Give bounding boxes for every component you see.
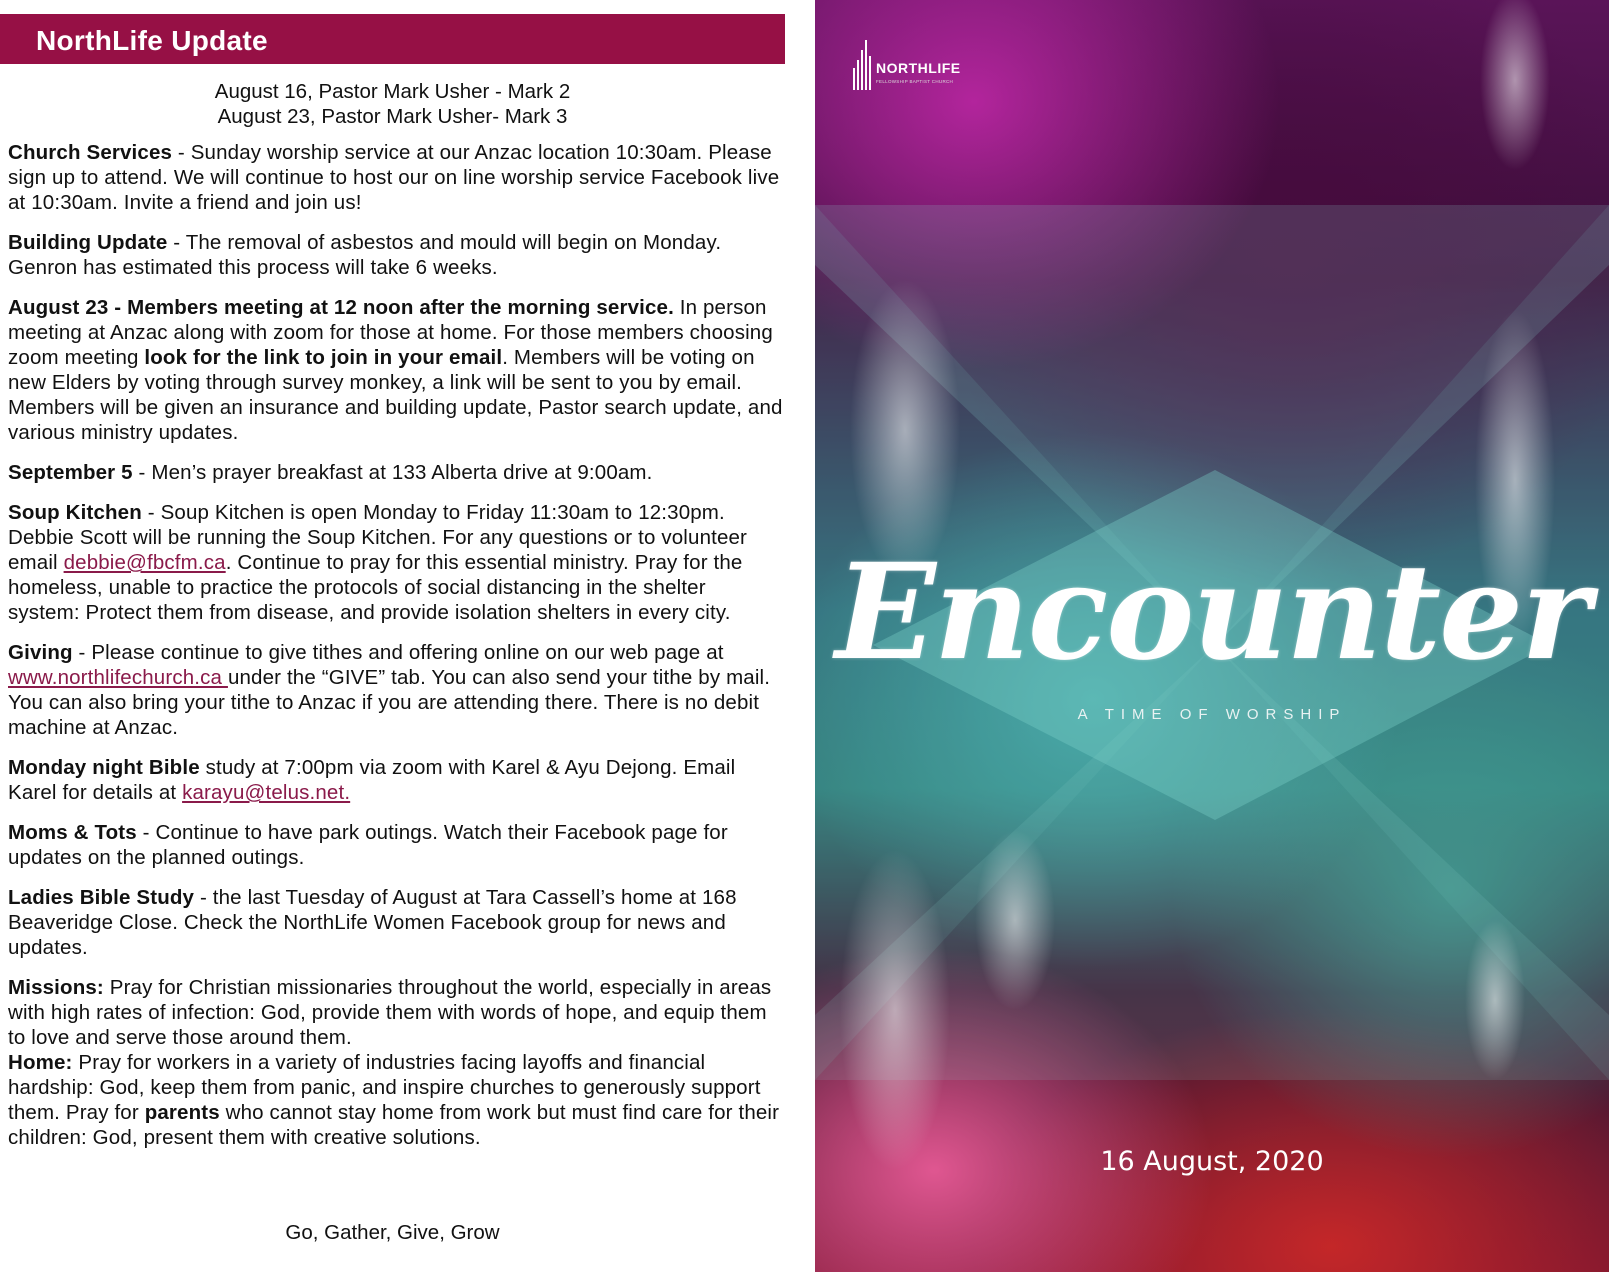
bible-study-email-link[interactable]: karayu@telus.net. — [182, 781, 351, 804]
announcement-heading: Church Services — [8, 141, 173, 164]
announcement-home — [8, 1050, 783, 1150]
header-bar — [0, 14, 785, 64]
announcement-text: - Soup Kitchen is open Monday to Friday 11:30am to 12:30pm. Debbie Scott will be running the Soup Kitchen. For any questions or to volunteer email — [8, 501, 748, 574]
announcement-emphasis: look for the link to join in your email — [144, 346, 503, 369]
announcement-heading: September 5 — [8, 461, 133, 484]
announcement-heading: Building Update — [8, 231, 168, 254]
announcement-text: - The removal of asbestos and mould will begin on Monday. Genron has estimated this process will take 6 weeks. — [8, 231, 722, 279]
announcement-heading: Monday night Bible — [8, 756, 200, 779]
announcement-heading: Giving — [8, 641, 73, 664]
cover-tagline: A TIME OF WORSHIP — [1077, 706, 1347, 723]
announcement-text: who cannot stay home from work but must find care for their children: God, present them with creative solutions. — [8, 1101, 780, 1149]
announcements — [8, 140, 783, 1165]
announcement-heading: Ladies Bible Study — [8, 886, 195, 909]
announcement-soup-kitchen — [8, 500, 783, 625]
announcement-emphasis: parents — [144, 1101, 220, 1124]
announcement-date: August 23 - — [8, 296, 128, 319]
logo-subtitle: FELLOWSHIP BAPTIST CHURCH — [876, 79, 954, 84]
announcement-church-services — [8, 140, 783, 215]
announcement-text: study at 7:00pm via zoom with Karel & Ayu Dejong. Email Karel for details at — [8, 756, 736, 804]
announcement-heading: Missions: — [8, 976, 104, 999]
logo-name: NORTHLIFE — [876, 60, 961, 76]
sermon-schedule — [0, 79, 785, 129]
announcement-heading: Soup Kitchen — [8, 501, 142, 524]
announcement-text: Pray for Christian missionaries throughout the world, especially in areas with high rates of infection: God, provide them with words of hope, and equip them to love and serve those around them. — [8, 976, 772, 1049]
announcement-heading: Home: — [8, 1051, 73, 1074]
announcement-giving — [8, 640, 783, 740]
announcement-text: In person meeting at Anzac along with zoom for those at home. For those members choosing zoom meeting — [8, 296, 773, 369]
announcement-members-meeting — [8, 295, 783, 445]
announcement-building-update — [8, 230, 783, 280]
announcement-bible-study — [8, 755, 783, 805]
announcement-prayer-breakfast — [8, 460, 783, 485]
logo-bars-icon — [853, 38, 871, 93]
announcement-ladies-bible-study — [8, 885, 783, 960]
announcement-missions — [8, 975, 783, 1050]
soup-kitchen-email-link[interactable]: debbie@fbcfm.ca — [63, 551, 226, 574]
announcement-moms-tots — [8, 820, 783, 870]
schedule-line: August 16, Pastor Mark Usher - Mark 2 — [214, 80, 571, 103]
announcement-heading: Moms & Tots — [8, 821, 137, 844]
announcement-heading: Members meeting at 12 noon after the morning service. — [127, 296, 674, 319]
announcement-text: - Men’s prayer breakfast at 133 Alberta drive at 9:00am. — [132, 461, 653, 484]
announcement-text: . Continue to pray for this essential ministry. Pray for the homeless, unable to practice the protocols of social distancing in the shelter system: Protect them from disease, and provide isolation shelters in every city. — [8, 551, 743, 624]
cover-date: 16 August, 2020 — [1100, 1146, 1324, 1177]
announcement-text: - Sunday worship service at our Anzac location 10:30am. Please sign up to attend. We will continue to host our on line worship service Facebook live at 10:30am. Invite a friend and join us! — [8, 141, 780, 214]
announcement-text: Pray for workers in a variety of industries facing layoffs and financial hardship: God, keep them from panic, and inspire churches to generously support them. Pray for — [8, 1051, 761, 1124]
cover-page — [815, 0, 1609, 1272]
announcement-text: - Please continue to give tithes and offering online on our web page at — [72, 641, 724, 664]
announcement-text: under the “GIVE” tab. You can also send your tithe by mail. You can also bring your tithe to Anzac if you are attending there. There is no debit machine at Anzac. — [8, 666, 771, 739]
announcement-text: . Members will be voting on new Elders by voting through survey monkey, a link will be sent to you by email. Members will be given an insurance and building update, Pastor search update, and various ministry updates. — [8, 346, 783, 444]
cover-title: Encounter — [835, 535, 1589, 690]
website-link[interactable]: www.northlifechurch.ca — [8, 666, 228, 689]
schedule-line: August 23, Pastor Mark Usher- Mark 3 — [217, 105, 568, 128]
bulletin-page — [0, 0, 785, 1272]
church-logo — [853, 38, 983, 93]
page-title: NorthLife Update — [36, 25, 268, 56]
footer-motto: Go, Gather, Give, Grow — [285, 1221, 500, 1244]
announcement-text: - Continue to have park outings. Watch their Facebook page for updates on the planned outings. — [8, 821, 728, 869]
announcement-text: - the last Tuesday of August at Tara Cassell’s home at 168 Beaveridge Close. Check the NorthLife Women Facebook group for news and updates. — [8, 886, 737, 959]
